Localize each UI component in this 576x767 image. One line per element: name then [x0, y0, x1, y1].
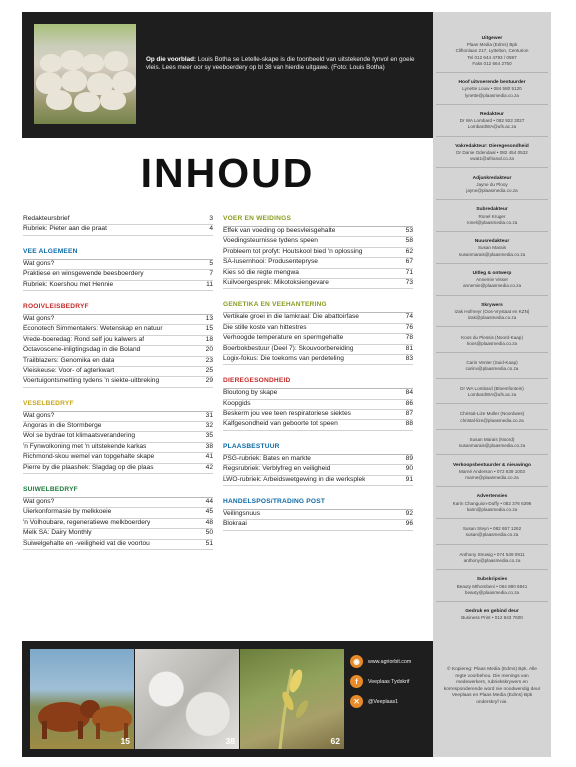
- masthead-sidebar: [433, 12, 551, 757]
- masthead-block: [436, 207, 548, 232]
- masthead-block: [436, 80, 548, 105]
- toc-entry-page: 38: [205, 442, 213, 450]
- toc-entry[interactable]: [223, 248, 413, 258]
- masthead-line[interactable]: jayne@plaasmedia.co.za: [466, 188, 518, 193]
- masthead-line: Susan Marais: [477, 245, 507, 251]
- cover-banner: [22, 12, 433, 138]
- toc-right-column: [223, 215, 413, 531]
- toc-entry-title: Econotech Simmentalers: Wetenskap en natuur: [23, 325, 163, 333]
- masthead-heading: Verkoopsbestuurder & nieuwingo: [453, 462, 531, 468]
- toc-entry-page: 81: [405, 344, 413, 352]
- toc-entry[interactable]: [223, 400, 413, 410]
- toc-entry[interactable]: [23, 377, 213, 387]
- masthead-line: Tel 012 644 4793 / 0597: [467, 54, 517, 60]
- masthead-line: Carin Venter (Suid-Kaap): [466, 360, 518, 366]
- thumbnail-page-number: 15: [120, 736, 130, 746]
- toc-entry[interactable]: [23, 270, 213, 280]
- toc-section-title: DIEREGESONDHEID: [223, 377, 291, 385]
- section-gap: [23, 236, 213, 248]
- toc-section-heading-vee-algemeen: [23, 248, 213, 260]
- plant-illustration: [240, 649, 344, 749]
- masthead-line[interactable]: annemie@plaasmedia.co.za: [462, 283, 522, 289]
- toc-section-title: PLAASBESTUUR: [223, 442, 280, 450]
- masthead-line[interactable]: marne@plaasmedia.co.za: [465, 474, 519, 480]
- masthead-line: Koos du Plessis (Noord-Kaap): [461, 334, 523, 340]
- masthead-line: Karin Changuion-Duffy • 082 376 6396: [452, 500, 532, 506]
- masthead-line[interactable]: carinv@plaasmedia.co.za: [465, 366, 519, 372]
- masthead-line[interactable]: vwat1@afrianal.co.za: [470, 156, 514, 162]
- toc-section-heading-veselbedryf: [23, 400, 213, 412]
- toc-entry-page: 86: [405, 399, 413, 407]
- toc-entry-title: Vleiskeuse: Voor- of agterkwart: [23, 366, 115, 374]
- toc-entry[interactable]: [23, 357, 213, 367]
- masthead-line[interactable]: ronel@plaasmedia.co.za: [466, 219, 518, 225]
- toc-entry[interactable]: [23, 432, 213, 442]
- toc-entry-title: Kalfgesondheid van geboorte tot speen: [223, 420, 338, 428]
- toc-entry[interactable]: [223, 269, 413, 279]
- masthead-heading: Vakredakteur: Dieregesondheid: [455, 143, 529, 149]
- toc-entry-page: 5: [209, 259, 213, 267]
- toc-entry[interactable]: [23, 260, 213, 270]
- cover-caption-label: Op die voorblad:: [146, 56, 197, 63]
- toc-entry-title: Angoras in die Stormberge: [23, 422, 102, 430]
- toc-section-heading-plaasbestuur: [223, 443, 413, 455]
- masthead-block: [436, 386, 548, 404]
- toc-entry[interactable]: [23, 281, 213, 291]
- thumbnail-cattle[interactable]: [30, 649, 134, 749]
- toc-entry-title: Kuilvoergesprek: Mikotoksiengevare: [223, 278, 329, 286]
- toc-entry[interactable]: [223, 520, 413, 530]
- toc-section-title: VESELBEDRYF: [23, 399, 74, 407]
- toc-entry-page: 13: [205, 314, 213, 322]
- toc-entry-title: Rubriek: Pieter aan die praat: [23, 225, 107, 233]
- toc-entry-page: 84: [405, 389, 413, 397]
- toc-entry-title: Rubriek: Koershou met Hennie: [23, 280, 114, 288]
- toc-entry-title: Pierre by die plaashek: Slagdag op die plaas: [23, 463, 154, 471]
- toc-entry-title: Koopgids: [223, 399, 251, 407]
- toc-section-title: VEE ALGEMEEN: [23, 247, 78, 255]
- toc-entry[interactable]: [23, 443, 213, 453]
- section-gap: [223, 486, 413, 498]
- toc-entry-title: Beskerm jou vee teen respiratoriese siektes: [223, 410, 351, 418]
- masthead-line: Dr Danie Odendaal • 082 454 0532: [456, 150, 528, 155]
- toc-entry[interactable]: [223, 279, 413, 289]
- toc-entry-page: 32: [205, 422, 213, 430]
- toc-entry-title: Trailblazers: Genomika en data: [23, 356, 115, 364]
- masthead-line[interactable]: izak@plaasmedia.co.za: [467, 315, 517, 321]
- toc-entry-page: 35: [205, 432, 213, 440]
- toc-section-heading-handelspos-trading-post: [223, 498, 413, 510]
- masthead-line[interactable]: christal-lize@plaasmedia.co.za: [460, 417, 524, 423]
- social-link-veeplaas-tydskrif[interactable]: [350, 675, 430, 688]
- toc-entry-page: 29: [205, 377, 213, 385]
- toc-entry-page: 3: [209, 215, 213, 222]
- toc-entry-title: 'n Fynwolkoning met 'n uitstekende karkas: [23, 442, 147, 450]
- toc-entry-title: Die stille koste van hittestres: [223, 323, 307, 331]
- toc-entry-title: SA-lusernhooi: Produsentepryse: [223, 258, 318, 266]
- masthead-heading: Subredakteur: [476, 207, 508, 213]
- toc-entry-title: Regsrubriek: Verblyfreg en veiligheid: [223, 465, 331, 473]
- masthead-heading: Adjunkredakteur: [472, 175, 512, 181]
- toc-entry-page: 90: [405, 465, 413, 473]
- toc-entry-page: 87: [405, 410, 413, 418]
- masthead-block: [436, 36, 548, 73]
- thumbnail-plant[interactable]: [240, 649, 344, 749]
- toc-entry-title: Verhoogde temperature en spermgehalte: [223, 334, 344, 342]
- masthead-line: Annemie Visser: [475, 277, 509, 283]
- toc-entry[interactable]: [223, 258, 413, 268]
- toc-entry[interactable]: [23, 519, 213, 529]
- toc-entry[interactable]: [23, 529, 213, 539]
- toc-section-heading-suiwelbedryf: [23, 486, 213, 498]
- toc-section-title: VOER EN WEIDINGS: [223, 215, 292, 222]
- section-gap: [223, 289, 413, 301]
- toc-section-title: SUIWELBEDRYF: [23, 486, 78, 494]
- toc-entry-page: 42: [205, 463, 213, 471]
- toc-entry-page: 92: [405, 510, 413, 518]
- toc-entry-page: 41: [205, 453, 213, 461]
- masthead-line[interactable]: susanmarais@plaasmedia.co.za: [458, 443, 526, 449]
- toc-entry-page: 51: [205, 539, 213, 547]
- masthead-line[interactable]: LombardWA@ufs.ac.za: [467, 124, 517, 130]
- masthead-line: Lynette Louw • 084 580 5120: [462, 86, 522, 92]
- social-link-label: www.agriorbit.com: [368, 658, 412, 665]
- toc-entry-page: 20: [205, 346, 213, 354]
- toc-entry-page: 50: [205, 529, 213, 537]
- toc-left-column: [23, 215, 213, 550]
- toc-entry[interactable]: [223, 313, 413, 323]
- page-title: INHOUD: [140, 150, 315, 196]
- masthead-heading: Redakteur: [480, 112, 504, 117]
- masthead-heading: Uitgewer: [481, 36, 503, 41]
- masthead-block: [436, 526, 548, 544]
- masthead-block: [436, 335, 548, 353]
- toc-entry[interactable]: [23, 215, 213, 225]
- toc-entry[interactable]: [23, 315, 213, 325]
- toc-entry-page: 4: [209, 225, 213, 233]
- section-gap: [23, 474, 213, 486]
- cover-caption-credit: (Foto: Louis Botha): [331, 64, 385, 72]
- masthead-line[interactable]: susan@plaasmedia.co.za: [465, 532, 519, 538]
- toc-entry-title: Wat gons?: [23, 498, 55, 506]
- toc-entry[interactable]: [223, 420, 413, 430]
- toc-entry-page: 53: [405, 227, 413, 234]
- toc-entry[interactable]: [23, 225, 213, 235]
- toc-entry-page: 78: [405, 334, 413, 342]
- social-link-www-agriorbit-com[interactable]: [350, 655, 430, 668]
- masthead-line[interactable]: beauty@plaasmedia.co.za: [464, 589, 520, 595]
- toc-entry-title: Probleem tot profyt: Houtskool bied 'n oplossing: [223, 247, 363, 255]
- toc-entry[interactable]: [223, 410, 413, 420]
- toc-section-heading-dieregesondheid: [223, 377, 413, 389]
- thumbnail-page-number: 62: [330, 736, 340, 746]
- masthead-block: [436, 303, 548, 328]
- toc-entry-title: Boerbokbestuur (Deel 7): Skouvoorbereiding: [223, 344, 354, 352]
- toc-entry-page: 74: [405, 313, 413, 321]
- section-gap: [223, 431, 413, 443]
- facebook-icon: f: [350, 675, 363, 688]
- toc-section-title: ROOIVLEISBEDRYF: [23, 302, 89, 310]
- toc-entry[interactable]: [223, 324, 413, 334]
- toc-entry-page: 71: [405, 268, 413, 276]
- cover-caption-text: Louis Botha se Letelle-skape is die toonbeeld van uitstekende fynvol en goeie vleis. Lees meer oor sy veeboerdery op bl 38 van hierdie uitgawe.: [146, 56, 415, 72]
- cover-photo-sheep: [34, 24, 136, 124]
- toc-entry[interactable]: [23, 336, 213, 346]
- thumbnail-page-number: 38: [225, 736, 235, 746]
- masthead-block: [436, 609, 548, 626]
- toc-section-heading-voer-en-weidings: [223, 215, 413, 227]
- masthead-line: Marné Anderson • 072 639 1003: [459, 468, 525, 474]
- toc-entry-title: Wat gons?: [23, 314, 55, 322]
- masthead-block: [436, 577, 548, 602]
- thumbnail-wool[interactable]: [135, 649, 239, 749]
- toc-entry[interactable]: [23, 422, 213, 432]
- toc-entry[interactable]: [23, 367, 213, 377]
- toc-entry-title: PSG-rubriek: Bates en markte: [223, 454, 311, 462]
- toc-entry-page: 96: [405, 520, 413, 528]
- masthead-block: [436, 494, 548, 519]
- globe-icon: ◉: [350, 655, 363, 668]
- masthead-block: [436, 463, 548, 488]
- masthead-block: [436, 552, 548, 570]
- masthead-block: [436, 239, 548, 264]
- toc-entry-page: 76: [405, 323, 413, 331]
- toc-entry-title: Redakteursbrief: [23, 215, 70, 222]
- toc-entry-page: 62: [405, 247, 413, 255]
- masthead-line: Anthony Struwig • 074 549 0911: [459, 551, 525, 557]
- masthead-line: Ronel Kruger: [478, 213, 506, 219]
- toc-entry[interactable]: [223, 465, 413, 475]
- toc-entry[interactable]: [223, 510, 413, 520]
- copyright-notice: © Kopiereg: Plaas Media (Edms) Bpk. Alle regte voorbehou. Die menings van medewerkers, rubriekskrywers en korresponderende word nie noodwendig deur Veeplaas en Plaas Media (Edms) Bpk onderskryf nie.: [443, 667, 541, 705]
- toc-entry-title: Richmond-skou wemel van topgehalte skape: [23, 453, 155, 461]
- toc-entry-page: 91: [405, 475, 413, 483]
- toc-entry-title: Octavoscene-inligtingsdag in die Boland: [23, 346, 141, 354]
- masthead-line: Cliftonlaan 217, Lyttelton, Centurion: [455, 48, 529, 54]
- toc-entry[interactable]: [23, 508, 213, 518]
- toc-entry-title: Wat gons?: [23, 259, 55, 267]
- toc-entry-page: 44: [205, 498, 213, 506]
- masthead-heading: Advertensies: [476, 494, 508, 500]
- toc-entry[interactable]: [223, 476, 413, 486]
- toc-section-title: GENETIKA EN VEEHANTERING: [223, 301, 327, 309]
- toc-entry[interactable]: [223, 455, 413, 465]
- toc-entry-page: 18: [205, 335, 213, 343]
- masthead-line: Christal-Lize Muller (Noordwes): [459, 411, 525, 417]
- toc-entry[interactable]: [223, 389, 413, 399]
- toc-entry-title: Voedingsteurnisse tydens speen: [223, 237, 318, 245]
- section-gap: [223, 365, 413, 377]
- toc-entry[interactable]: [23, 464, 213, 474]
- masthead-line[interactable]: LombardWA@ufs.ac.za: [467, 391, 517, 397]
- toc-entry-title: Uierkonformasie by melkkoeie: [23, 508, 112, 516]
- section-gap: [23, 291, 213, 303]
- masthead-line: Jayne du Plooy: [476, 181, 508, 187]
- toc-entry-title: Bloutong by skape: [223, 389, 278, 397]
- toc-entry[interactable]: [23, 498, 213, 508]
- masthead-line: Faks 012 664 2750: [472, 60, 512, 66]
- masthead-line[interactable]: anthony@plaasmedia.co.za: [463, 557, 521, 563]
- section-gap: [23, 388, 213, 400]
- toc-entry-page: 31: [205, 411, 213, 419]
- toc-entry-page: 23: [205, 356, 213, 364]
- masthead-heading: Subskripsies: [476, 577, 508, 583]
- social-link-label: Veeplaas Tydskrif: [368, 678, 410, 685]
- toc-entry-title: Voertuigontsmetting tydens 'n siekte-uitbreking: [23, 377, 160, 385]
- masthead-heading: Hoof uitvoerende bestuurder: [458, 80, 526, 86]
- toc-entry[interactable]: [23, 346, 213, 356]
- masthead-line: Dr WA Lombard (Bloemfontein): [460, 385, 524, 391]
- masthead-heading: Nuusredakteur: [474, 239, 510, 245]
- masthead-block: [436, 411, 548, 429]
- cover-caption: [146, 56, 424, 73]
- toc-section-heading-genetika-en-veehantering: [223, 301, 413, 313]
- toc-entry[interactable]: [23, 412, 213, 422]
- masthead-block: [436, 360, 548, 378]
- toc-entry-page: 48: [205, 518, 213, 526]
- toc-section-heading-rooivleisbedryf: [23, 303, 213, 315]
- toc-entry-page: 11: [206, 280, 213, 288]
- toc-entry[interactable]: [223, 355, 413, 365]
- toc-entry-page: 67: [405, 258, 413, 266]
- toc-entry-title: Suiwelgehalte en -veiligheid vat die voortou: [23, 539, 150, 547]
- toc-entry-title: Praktiese en winsgewende beesboerdery: [23, 270, 144, 278]
- masthead-block: [436, 271, 548, 296]
- toc-entry-page: 25: [205, 366, 213, 374]
- social-link-label: @Veeplaas1: [368, 698, 399, 705]
- masthead-block: [436, 437, 548, 455]
- toc-entry[interactable]: [23, 453, 213, 463]
- masthead-line[interactable]: lynette@plaasmedia.co.za: [465, 92, 519, 98]
- x-icon: ✕: [350, 695, 363, 708]
- masthead-line: Plaas Media (Edms) Bpk: [466, 42, 518, 48]
- toc-entry-title: Kies só die regte mengwa: [223, 268, 299, 276]
- toc-entry-title: Melk SA: Dairy Monthly: [23, 529, 92, 537]
- toc-entry-title: Vertikale groei in die lamkraal: Die abattoirfase: [223, 313, 359, 321]
- toc-entry-title: LWO-rubriek: Arbeidswetgewing in die werksplek: [223, 475, 366, 483]
- toc-entry-page: 7: [209, 270, 213, 278]
- masthead-heading: Gedruk en gebind deur: [465, 609, 519, 615]
- masthead-line: Dr WA Lombard • 082 922 3027: [459, 118, 525, 124]
- toc-entry[interactable]: [223, 345, 413, 355]
- toc-entry-page: 45: [205, 508, 213, 516]
- toc-entry-title: Logix-fokus: Die toekoms van perdeteling: [223, 354, 344, 362]
- masthead-line: Beauty Mthombeni • 064 890 6841: [456, 583, 528, 589]
- toc-entry[interactable]: [23, 325, 213, 335]
- masthead-block: [436, 112, 548, 137]
- social-link-veeplaas1[interactable]: [350, 695, 430, 708]
- masthead-heading: Uitleg & ontwerp: [472, 270, 512, 276]
- toc-entry-title: Blokraai: [223, 520, 247, 528]
- masthead-line: Izak Hofmeyr (Oos-Vrystaat en KZN): [454, 308, 530, 314]
- toc-entry-title: Vrede-boeredag: Rond self jou kalwers af: [23, 335, 145, 343]
- masthead-line: Susan Marais (Noord): [469, 436, 515, 442]
- toc-entry-page: 58: [405, 237, 413, 245]
- toc-entry-page: 88: [405, 420, 413, 428]
- toc-entry[interactable]: [223, 237, 413, 247]
- masthead-line[interactable]: koos@plaasmedia.co.za: [466, 340, 518, 346]
- toc-entry-title: Veilingsnuus: [223, 510, 261, 518]
- toc-entry-page: 73: [405, 278, 413, 286]
- toc-entry[interactable]: [23, 540, 213, 550]
- toc-section-title: HANDELSPOS/TRADING POST: [223, 498, 326, 506]
- masthead-block: [436, 144, 548, 169]
- masthead-block: [436, 176, 548, 201]
- toc-entry-page: 15: [205, 325, 213, 333]
- bottom-thumbnail-strip: [22, 641, 433, 757]
- toc-entry-page: 83: [405, 354, 413, 362]
- toc-entry[interactable]: [223, 334, 413, 344]
- masthead-line: Business Print • 012 843 7600: [461, 615, 523, 621]
- toc-entry-title: 'n Volhoubare, regeneratiewe melkboerdery: [23, 518, 151, 526]
- masthead-line: Susan Steyn • 082 657 1262: [462, 526, 522, 532]
- masthead-heading: Skrywers: [481, 302, 503, 308]
- masthead-line[interactable]: susanmarais@plaasmedia.co.za: [458, 251, 526, 257]
- toc-entry-title: Effek van voeding op beesvleisgehalte: [223, 227, 336, 234]
- toc-entry-title: Wol se bydrae tot klimaatsverandering: [23, 432, 136, 440]
- toc-entry[interactable]: [223, 227, 413, 237]
- masthead-line[interactable]: karin@plaasmedia.co.za: [466, 506, 518, 512]
- cattle-illustration: [30, 649, 134, 749]
- toc-entry-title: Wat gons?: [23, 411, 55, 419]
- toc-entry-page: 89: [405, 454, 413, 462]
